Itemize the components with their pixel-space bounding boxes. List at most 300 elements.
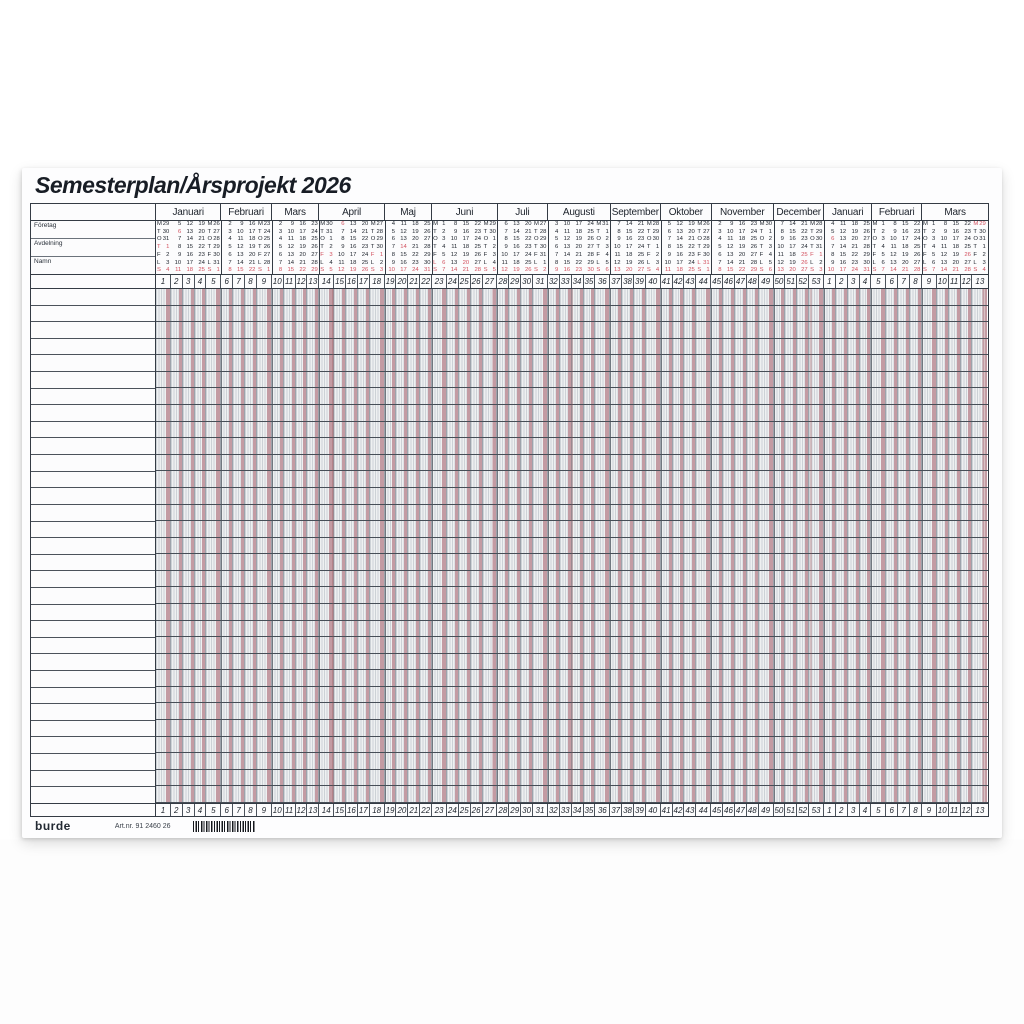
minical-day-cell: 22 bbox=[688, 244, 695, 251]
minical-day-cell: L 6 bbox=[922, 259, 936, 266]
grid-day-cell bbox=[307, 621, 319, 637]
grid-day-cell bbox=[871, 770, 886, 786]
grid-day-cell bbox=[735, 753, 747, 769]
grid-day-cell bbox=[420, 488, 432, 504]
grid-day-cell bbox=[257, 571, 272, 587]
minical-day-cell: S 1 bbox=[697, 267, 710, 274]
grid-day-cell bbox=[385, 538, 397, 554]
name-row-line bbox=[31, 605, 155, 622]
minical-day-cell: 12 bbox=[563, 236, 571, 243]
minical-day-cell: O 1 bbox=[320, 236, 333, 243]
grid-day-cell bbox=[221, 339, 233, 355]
grid-day-cell bbox=[385, 355, 397, 371]
grid-day-cell bbox=[408, 306, 420, 322]
grid-day-cell bbox=[396, 471, 408, 487]
minical-day-cell: T 30 bbox=[973, 228, 986, 235]
grid-day-cell bbox=[871, 737, 886, 753]
grid-day-cell bbox=[521, 770, 533, 786]
grid-day-cell bbox=[747, 654, 759, 670]
grid-day-cell bbox=[922, 405, 937, 421]
grid-day-cell bbox=[937, 753, 949, 769]
grid-day-cell bbox=[646, 471, 661, 487]
grid-day-cell bbox=[661, 405, 673, 421]
grid-day-cell bbox=[871, 339, 886, 355]
minical-week-column bbox=[610, 221, 622, 274]
grid-day-cell bbox=[420, 554, 432, 570]
minical-week-column bbox=[284, 221, 296, 274]
minical-day-cell: L 31 bbox=[207, 259, 220, 266]
minical-day-cell: S 5 bbox=[483, 267, 496, 274]
grid-day-cell bbox=[634, 687, 646, 703]
grid-day-cell bbox=[156, 355, 171, 371]
grid-day-cell bbox=[307, 355, 319, 371]
minical-day-cell: T 4 bbox=[872, 244, 885, 251]
grid-day-cell bbox=[634, 703, 646, 719]
grid-day-cell bbox=[860, 306, 872, 322]
grid-day-cell bbox=[195, 405, 207, 421]
grid-day-cell bbox=[346, 753, 358, 769]
grid-day-cell bbox=[595, 786, 610, 802]
grid-day-cell bbox=[370, 488, 385, 504]
minical-day-cell: 19 bbox=[902, 251, 909, 258]
grid-day-cell bbox=[937, 422, 949, 438]
grid-day-cell bbox=[898, 405, 910, 421]
grid-day-cell bbox=[272, 621, 284, 637]
grid-day-cell bbox=[358, 587, 370, 603]
grid-day-cell bbox=[171, 737, 183, 753]
grid-day-cell bbox=[233, 505, 245, 521]
grid-day-cell bbox=[206, 372, 221, 388]
grid-day-cell bbox=[459, 637, 471, 653]
minical-day-cell: 7 bbox=[177, 236, 182, 243]
minical-day-cell: 13 bbox=[839, 236, 847, 243]
minical-day-cell: 14 bbox=[237, 259, 244, 266]
minical-day-cell: 16 bbox=[952, 228, 960, 235]
grid-day-cell bbox=[871, 289, 886, 305]
grid-day-cell bbox=[972, 422, 987, 438]
grid-day-cell bbox=[785, 488, 797, 504]
grid-day-cell bbox=[521, 737, 533, 753]
grid-day-cell bbox=[385, 786, 397, 802]
week-number-cell: 30 bbox=[522, 277, 532, 286]
grid-day-cell bbox=[646, 604, 661, 620]
grid-day-cell bbox=[221, 786, 233, 802]
grid-day-cell bbox=[860, 770, 872, 786]
grid-day-cell bbox=[836, 289, 848, 305]
grid-day-cell bbox=[307, 703, 319, 719]
grid-day-cell bbox=[961, 637, 973, 653]
grid-day-cell bbox=[747, 438, 759, 454]
month-header-augusti-7: Augusti bbox=[548, 204, 610, 220]
minical-day-cell: 26 bbox=[474, 251, 482, 258]
grid-day-cell bbox=[848, 538, 860, 554]
grid-day-cell bbox=[809, 703, 824, 719]
minical-day-cell: 10 bbox=[726, 228, 734, 235]
grid-day-cell bbox=[257, 488, 272, 504]
grid-day-cell bbox=[245, 687, 257, 703]
week-number-cell: 5 bbox=[206, 275, 221, 288]
week-number-cell: 9 bbox=[922, 275, 937, 288]
grid-day-cell bbox=[910, 372, 922, 388]
minical-day-cell: 20 bbox=[688, 228, 695, 235]
minical-day-cell: 22 bbox=[913, 221, 921, 227]
minical-day-cell: L 2 bbox=[370, 259, 384, 266]
month-header-februari-13: Februari bbox=[872, 204, 923, 220]
grid-day-cell bbox=[195, 438, 207, 454]
grid-day-cell bbox=[747, 687, 759, 703]
grid-day-cell bbox=[696, 687, 711, 703]
grid-day-cell bbox=[432, 554, 447, 570]
minical-week-column bbox=[408, 221, 420, 274]
grid-day-cell bbox=[759, 786, 774, 802]
week-number-cell: 47 bbox=[735, 805, 745, 815]
months-band bbox=[156, 204, 988, 220]
grid-day-cell bbox=[358, 339, 370, 355]
grid-day-cell bbox=[233, 753, 245, 769]
minical-day-cell: 17 bbox=[299, 228, 306, 235]
minical-week-column bbox=[334, 221, 346, 274]
grid-day-cell bbox=[972, 670, 987, 686]
grid-day-cell bbox=[759, 703, 774, 719]
grid-day-cell bbox=[245, 455, 257, 471]
minical-day-cell: 14 bbox=[839, 244, 847, 251]
grid-day-cell bbox=[646, 621, 661, 637]
grid-day-cell bbox=[595, 405, 610, 421]
grid-day-cell bbox=[898, 471, 910, 487]
minical-day-cell: M 1 bbox=[922, 221, 936, 227]
field-department bbox=[31, 239, 155, 257]
grid-day-cell bbox=[459, 455, 471, 471]
grid-day-cell bbox=[560, 571, 572, 587]
grid-day-cell bbox=[972, 355, 987, 371]
minical-day-cell: 11 bbox=[501, 259, 508, 266]
grid-day-cell bbox=[860, 339, 872, 355]
month-header-september-8: September bbox=[611, 204, 662, 220]
grid-day-cell bbox=[910, 488, 922, 504]
minical-day-cell: 24 bbox=[311, 228, 318, 235]
grid-day-cell bbox=[206, 720, 221, 736]
grid-day-cell bbox=[233, 587, 245, 603]
grid-day-cell bbox=[610, 687, 622, 703]
grid-day-cell bbox=[972, 753, 987, 769]
grid-day-cell bbox=[221, 770, 233, 786]
grid-day-cell bbox=[296, 471, 308, 487]
minical-day-cell: 22 bbox=[361, 236, 369, 243]
grid-day-cell bbox=[824, 571, 836, 587]
grid-day-cell bbox=[572, 355, 584, 371]
grid-day-cell bbox=[759, 505, 774, 521]
grid-day-cell bbox=[183, 422, 195, 438]
minical-day-cell: 21 bbox=[738, 259, 746, 266]
minical-day-cell: 7 bbox=[391, 244, 395, 251]
minical-day-cell: M 31 bbox=[596, 221, 609, 227]
week-number-cell: 13 bbox=[975, 805, 985, 815]
grid-day-cell bbox=[774, 770, 786, 786]
grid-day-cell bbox=[646, 670, 661, 686]
minical-day-cell: 28 bbox=[913, 267, 921, 274]
grid-day-cell bbox=[696, 538, 711, 554]
grid-day-cell bbox=[684, 703, 696, 719]
grid-day-cell bbox=[797, 488, 809, 504]
grid-day-cell bbox=[723, 587, 735, 603]
grid-day-cell bbox=[622, 538, 634, 554]
minical-day-cell: F 1 bbox=[370, 251, 384, 258]
minical-week-column bbox=[646, 221, 661, 274]
grid-day-cell bbox=[497, 355, 509, 371]
week-number-cell: 46 bbox=[724, 277, 733, 286]
grid-day-cell bbox=[809, 322, 824, 338]
grid-day-cell bbox=[572, 737, 584, 753]
grid-day-cell bbox=[521, 438, 533, 454]
grid-day-cell bbox=[886, 604, 898, 620]
grid-day-cell bbox=[396, 637, 408, 653]
grid-day-cell bbox=[358, 306, 370, 322]
grid-day-cell bbox=[848, 670, 860, 686]
minical-week-column bbox=[774, 221, 786, 274]
grid-row bbox=[156, 604, 988, 621]
week-number-cell: 43 bbox=[685, 805, 695, 815]
grid-day-cell bbox=[836, 388, 848, 404]
grid-day-cell bbox=[334, 538, 346, 554]
minical-week-column bbox=[319, 221, 334, 274]
minical-day-cell: 6 bbox=[391, 236, 395, 243]
grid-day-cell bbox=[245, 372, 257, 388]
grid-day-cell bbox=[747, 587, 759, 603]
grid-day-cell bbox=[785, 737, 797, 753]
grid-day-cell bbox=[860, 654, 872, 670]
name-row-line bbox=[31, 438, 155, 455]
grid-day-cell bbox=[937, 571, 949, 587]
grid-day-cell bbox=[548, 670, 560, 686]
minical-day-cell: 9 bbox=[617, 236, 621, 243]
grid-day-cell bbox=[747, 770, 759, 786]
minical-day-cell: T 28 bbox=[534, 228, 547, 235]
grid-day-cell bbox=[471, 355, 483, 371]
grid-day-cell bbox=[646, 306, 661, 322]
grid-day-cell bbox=[673, 471, 685, 487]
grid-day-cell bbox=[272, 471, 284, 487]
grid-day-cell bbox=[848, 455, 860, 471]
grid-day-cell bbox=[759, 770, 774, 786]
grid-day-cell bbox=[307, 422, 319, 438]
grid-day-cell bbox=[206, 571, 221, 587]
grid-day-cell bbox=[307, 637, 319, 653]
grid-day-cell bbox=[961, 786, 973, 802]
grid-day-cell bbox=[824, 372, 836, 388]
grid-day-cell bbox=[910, 770, 922, 786]
grid-day-cell bbox=[183, 372, 195, 388]
grid-day-cell bbox=[972, 554, 987, 570]
grid-day-cell bbox=[584, 703, 596, 719]
grid-day-cell bbox=[634, 538, 646, 554]
grid-day-cell bbox=[634, 438, 646, 454]
grid-day-cell bbox=[420, 505, 432, 521]
grid-day-cell bbox=[521, 471, 533, 487]
grid-day-cell bbox=[195, 571, 207, 587]
grid-day-cell bbox=[949, 604, 961, 620]
grid-day-cell bbox=[471, 488, 483, 504]
grid-day-cell bbox=[272, 488, 284, 504]
week-number-cell: 47 bbox=[735, 277, 745, 286]
grid-day-cell bbox=[584, 637, 596, 653]
week-row-spacer bbox=[31, 804, 156, 816]
grid-day-cell bbox=[747, 670, 759, 686]
grid-day-cell bbox=[257, 720, 272, 736]
name-rows-column bbox=[31, 289, 156, 803]
week-number-cell: 42 bbox=[673, 805, 683, 815]
grid-day-cell bbox=[595, 322, 610, 338]
grid-day-cell bbox=[910, 637, 922, 653]
grid-day-cell bbox=[447, 306, 459, 322]
minical-day-cell: 25 bbox=[863, 221, 870, 227]
minical-day-cell: 17 bbox=[575, 221, 582, 227]
grid-day-cell bbox=[886, 538, 898, 554]
grid-day-cell bbox=[183, 306, 195, 322]
grid-day-cell bbox=[595, 388, 610, 404]
grid-day-cell bbox=[572, 753, 584, 769]
grid-day-cell bbox=[307, 786, 319, 802]
week-number-cell: 10 bbox=[272, 277, 282, 286]
grid-day-cell bbox=[483, 388, 498, 404]
grid-day-cell bbox=[610, 604, 622, 620]
week-number-cell: 28 bbox=[498, 277, 508, 286]
grid-day-cell bbox=[533, 587, 548, 603]
grid-day-cell bbox=[774, 422, 786, 438]
grid-day-cell bbox=[910, 587, 922, 603]
minical-day-cell: 23 bbox=[851, 259, 859, 266]
grid-day-cell bbox=[696, 637, 711, 653]
minical-day-cell: 23 bbox=[412, 259, 419, 266]
grid-day-cell bbox=[346, 737, 358, 753]
grid-day-cell bbox=[346, 786, 358, 802]
grid-day-cell bbox=[548, 554, 560, 570]
minical-day-cell: 24 bbox=[913, 236, 921, 243]
minical-day-cell: 14 bbox=[450, 267, 458, 274]
grid-day-cell bbox=[346, 770, 358, 786]
grid-day-cell bbox=[661, 687, 673, 703]
grid-day-cell bbox=[447, 339, 459, 355]
grid-day-cell bbox=[284, 737, 296, 753]
minical-day-cell: 4 bbox=[228, 236, 232, 243]
grid-day-cell bbox=[860, 372, 872, 388]
grid-day-cell bbox=[646, 438, 661, 454]
minical-day-cell: 11 bbox=[727, 236, 734, 243]
grid-day-cell bbox=[183, 604, 195, 620]
grid-day-cell bbox=[634, 654, 646, 670]
grid-day-cell bbox=[183, 322, 195, 338]
grid-day-cell bbox=[824, 438, 836, 454]
grid-day-cell bbox=[824, 720, 836, 736]
minical-week-column bbox=[560, 221, 572, 274]
grid-day-cell bbox=[245, 405, 257, 421]
grid-day-cell bbox=[871, 505, 886, 521]
grid-day-cell bbox=[910, 289, 922, 305]
minical-day-cell: 24 bbox=[964, 236, 971, 243]
grid-day-cell bbox=[898, 289, 910, 305]
grid-day-cell bbox=[572, 703, 584, 719]
grid-day-cell bbox=[809, 670, 824, 686]
grid-day-cell bbox=[584, 786, 596, 802]
minical-week-column bbox=[171, 221, 183, 274]
grid-day-cell bbox=[319, 455, 334, 471]
minical-day-cell: 23 bbox=[801, 236, 808, 243]
grid-day-cell bbox=[759, 621, 774, 637]
minical-day-cell: 25 bbox=[198, 267, 205, 274]
week-number-cell: 38 bbox=[623, 805, 632, 815]
grid-day-cell bbox=[747, 720, 759, 736]
grid-day-cell bbox=[396, 571, 408, 587]
grid-day-cell bbox=[385, 488, 397, 504]
minical-day-cell: 28 bbox=[863, 244, 870, 251]
grid-day-cell bbox=[447, 753, 459, 769]
minical-day-cell: F 2 bbox=[973, 251, 986, 258]
grid-day-cell bbox=[696, 753, 711, 769]
grid-day-cell bbox=[937, 405, 949, 421]
grid-day-cell bbox=[661, 372, 673, 388]
grid-day-cell bbox=[610, 339, 622, 355]
grid-day-cell bbox=[937, 438, 949, 454]
grid-day-cell bbox=[521, 538, 533, 554]
grid-day-cell bbox=[257, 786, 272, 802]
week-number-cell: 16 bbox=[346, 277, 356, 286]
minical-day-cell: 26 bbox=[524, 267, 532, 274]
grid-day-cell bbox=[509, 737, 521, 753]
minical-day-cell: 21 bbox=[412, 244, 419, 251]
grid-day-cell bbox=[785, 455, 797, 471]
grid-day-cell bbox=[646, 737, 661, 753]
grid-day-cell bbox=[521, 571, 533, 587]
grid-day-cell bbox=[206, 422, 221, 438]
grid-day-cell bbox=[848, 753, 860, 769]
grid-day-cell bbox=[509, 786, 521, 802]
grid-day-cell bbox=[272, 355, 284, 371]
grid-day-cell bbox=[836, 786, 848, 802]
corner-cell bbox=[31, 204, 156, 220]
grid-day-cell bbox=[747, 786, 759, 802]
minical-day-cell: T 1 bbox=[157, 244, 170, 251]
grid-day-cell bbox=[483, 488, 498, 504]
mini-calendars bbox=[156, 221, 988, 274]
minical-day-cell: 12 bbox=[777, 259, 784, 266]
grid-day-cell bbox=[432, 621, 447, 637]
grid-day-cell bbox=[296, 422, 308, 438]
grid-day-cell bbox=[922, 322, 937, 338]
grid-day-cell bbox=[521, 587, 533, 603]
grid-day-cell bbox=[420, 720, 432, 736]
grid-day-cell bbox=[521, 505, 533, 521]
grid-day-cell bbox=[809, 388, 824, 404]
grid-day-cell bbox=[961, 604, 973, 620]
grid-day-cell bbox=[634, 637, 646, 653]
grid-day-cell bbox=[711, 488, 723, 504]
grid-day-cell bbox=[284, 289, 296, 305]
minical-day-cell: 20 bbox=[524, 221, 532, 227]
grid-day-cell bbox=[711, 289, 723, 305]
grid-day-cell bbox=[533, 438, 548, 454]
minical-day-cell: T 31 bbox=[810, 244, 823, 251]
grid-day-cell bbox=[824, 654, 836, 670]
grid-day-cell bbox=[432, 405, 447, 421]
minical-day-cell: F 3 bbox=[483, 251, 496, 258]
grid-day-cell bbox=[809, 637, 824, 653]
grid-day-cell bbox=[521, 488, 533, 504]
grid-day-cell bbox=[483, 554, 498, 570]
grid-day-cell bbox=[334, 339, 346, 355]
minical-day-cell: 16 bbox=[462, 228, 470, 235]
grid-day-cell bbox=[296, 770, 308, 786]
minical-day-cell: O 29 bbox=[370, 236, 384, 243]
grid-day-cell bbox=[634, 621, 646, 637]
